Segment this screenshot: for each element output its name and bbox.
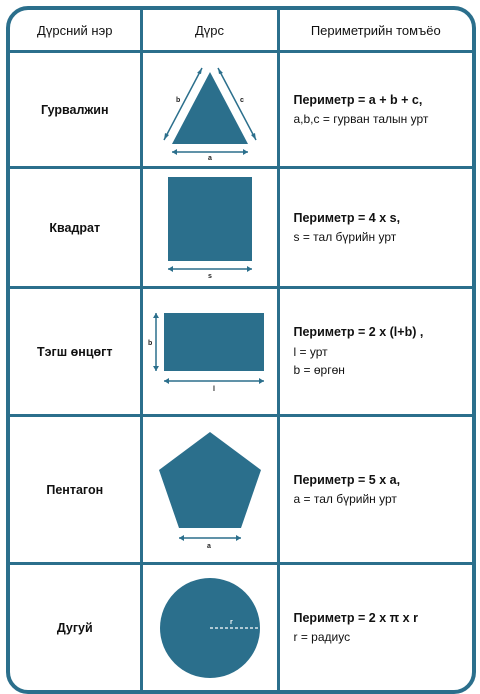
table-row — [10, 416, 472, 564]
header-shape-name: Дүрсний нэр — [10, 10, 141, 52]
square-figure — [150, 173, 270, 283]
table-row — [10, 288, 472, 416]
formula-text: Периметр = a + b + c, — [293, 92, 423, 107]
pentagon-figure — [150, 428, 270, 552]
label-b: b — [175, 96, 180, 104]
label-r: r — [229, 618, 233, 626]
shape-cell — [141, 168, 278, 288]
square-shape — [168, 177, 252, 261]
shape-name: Дугуй — [10, 564, 141, 691]
label-l: l — [212, 385, 215, 393]
circle-figure — [150, 573, 270, 683]
formula-cell — [278, 416, 472, 564]
perimeter-table-card — [6, 6, 476, 694]
formula-text: Периметр = 2 x (l+b) , — [293, 325, 424, 340]
rectangle-figure — [148, 307, 272, 397]
formula-note: l = урт — [293, 344, 328, 359]
formula-text: Периметр = 5 x a, — [293, 472, 401, 487]
shape-name: Квадрат — [10, 168, 141, 288]
table-header-row — [10, 10, 472, 52]
shape-name: Тэгш өнцөгт — [10, 288, 141, 416]
label-a: a — [207, 154, 212, 160]
formula-note: b = өргөн — [293, 363, 345, 378]
table-row — [10, 52, 472, 168]
formula-cell — [278, 52, 472, 168]
header-shape: Дүрс — [141, 10, 278, 52]
shape-name: Пентагон — [10, 416, 141, 564]
shape-cell — [141, 416, 278, 564]
shape-cell — [141, 288, 278, 416]
formula-note: a = тал бүрийн урт — [293, 491, 397, 506]
shape-cell — [141, 564, 278, 691]
formula-cell — [278, 288, 472, 416]
table-row — [10, 564, 472, 691]
header-formula: Периметрийн томъёо — [278, 10, 472, 52]
label-a: a — [206, 542, 211, 550]
triangle-figure — [150, 60, 270, 160]
formula-cell — [278, 564, 472, 691]
formula-note: r = радиус — [293, 629, 351, 644]
formula-text: Периметр = 4 x s, — [293, 210, 401, 225]
formula-cell — [278, 168, 472, 288]
shape-cell — [141, 52, 278, 168]
formula-text: Периметр = 2 x π x r — [293, 610, 418, 625]
formula-note: s = тал бүрийн урт — [293, 229, 397, 244]
table-row — [10, 168, 472, 288]
label-s: s — [207, 272, 212, 280]
triangle-shape — [172, 72, 248, 144]
rectangle-shape — [164, 313, 264, 371]
formula-note: a,b,c = гурван талын урт — [293, 111, 429, 126]
shape-name: Гурвалжин — [10, 52, 141, 168]
label-b: b — [147, 339, 152, 347]
pentagon-shape — [159, 432, 261, 528]
perimeter-table — [10, 10, 472, 690]
label-c: c — [239, 96, 244, 104]
